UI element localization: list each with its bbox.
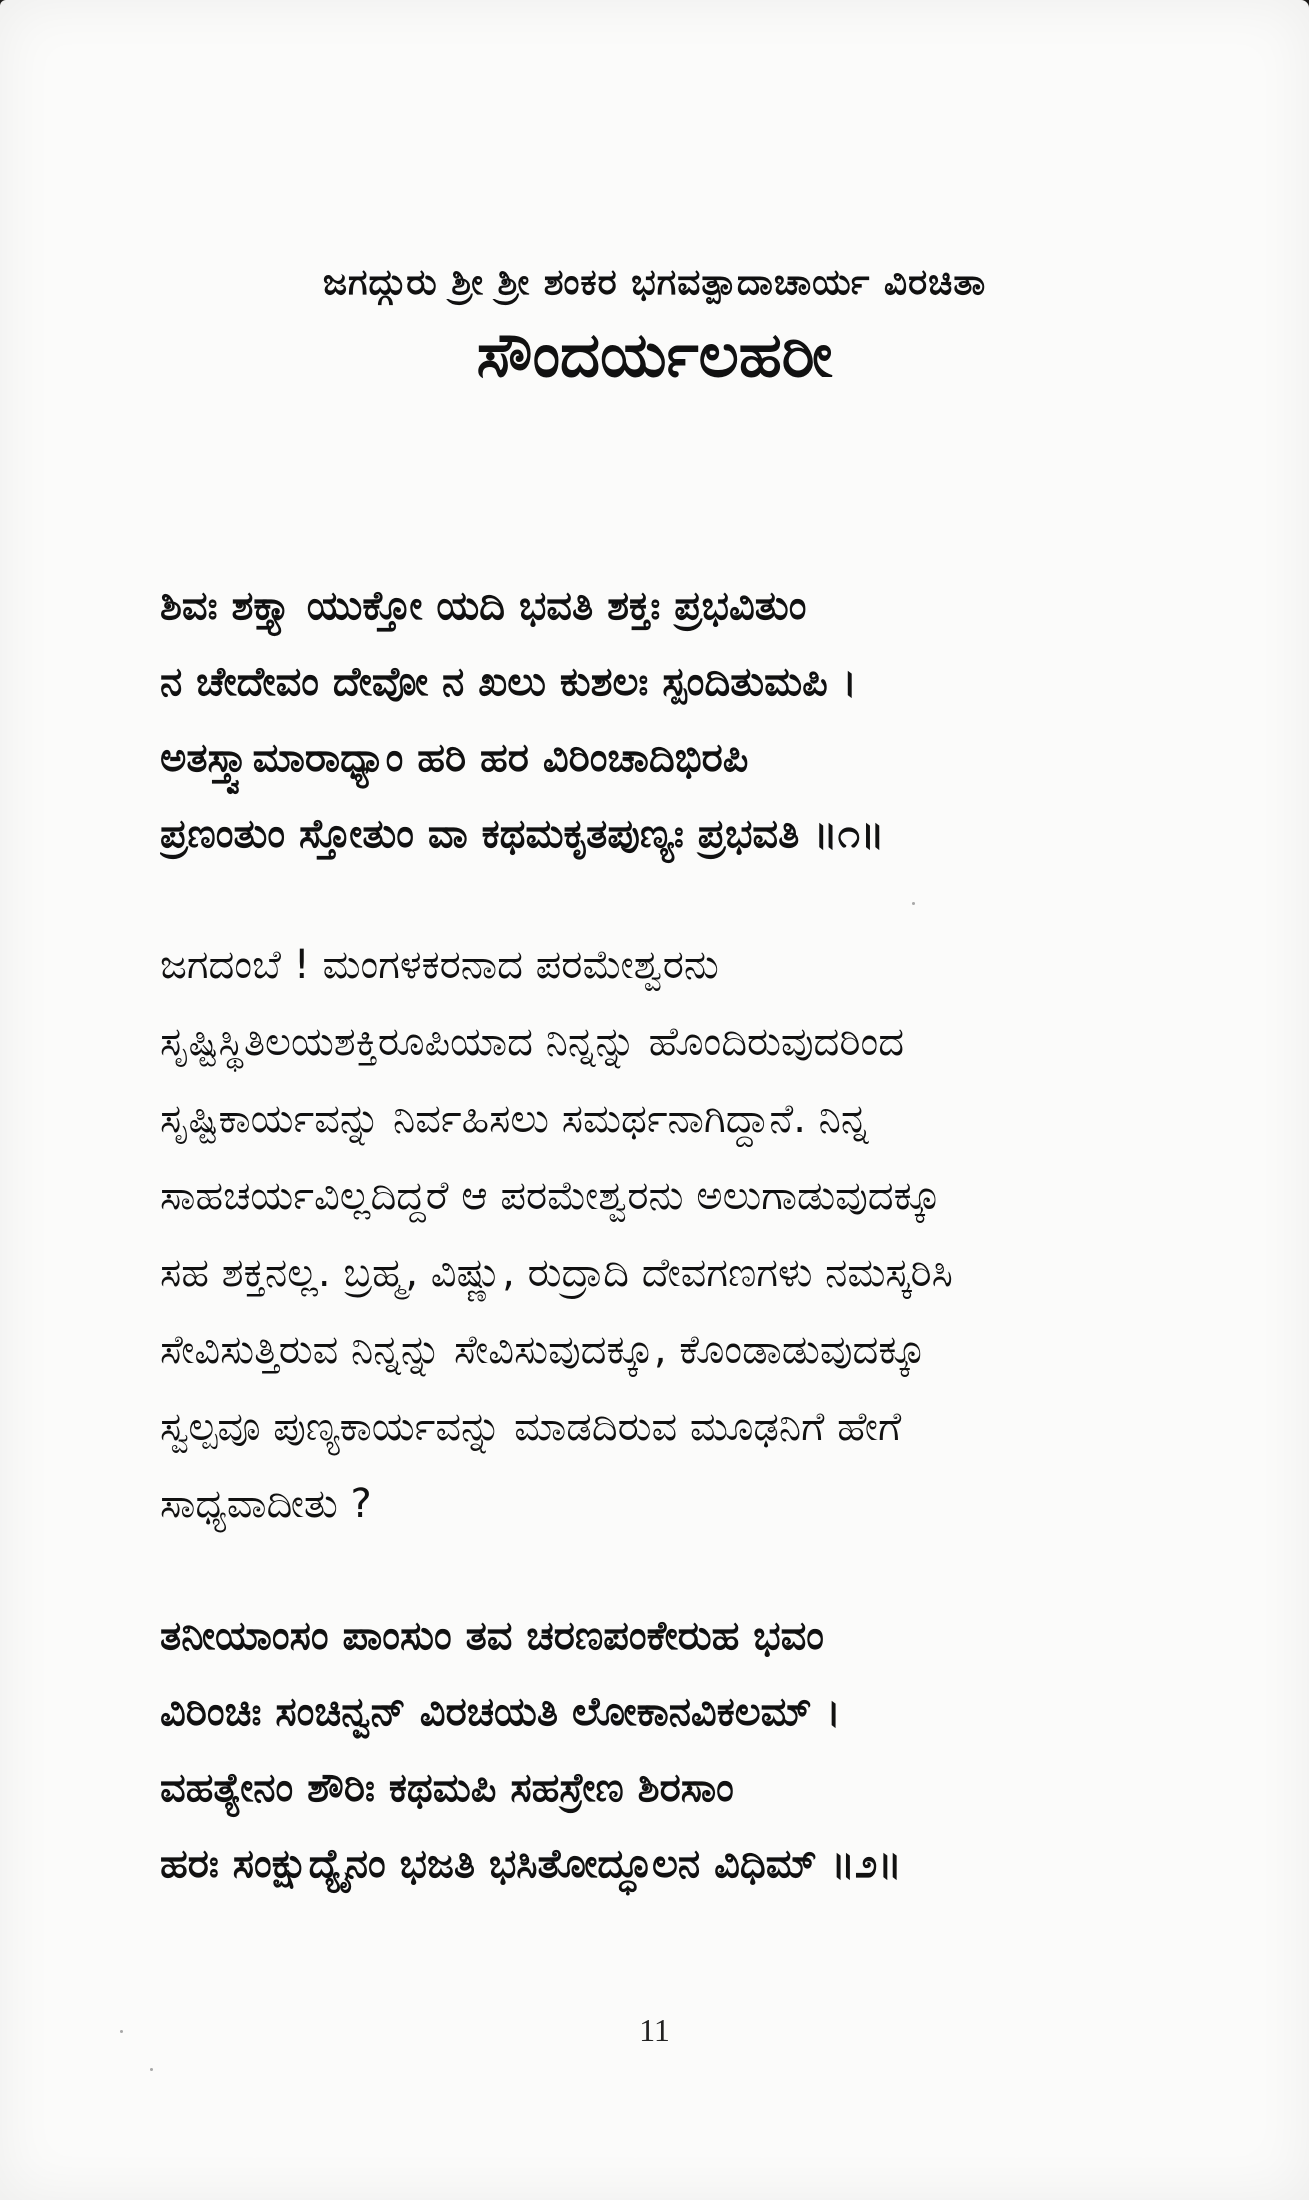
verse-1	[160, 568, 1180, 872]
verse-line: ತನೀಯಾಂಸಂ ಪಾಂಸುಂ ತವ ಚರಣಪಂಕೇರುಹ ಭವಂ	[160, 1613, 824, 1659]
paper-speck	[150, 2068, 153, 2071]
prose-line: ಸೇವಿಸುತ್ತಿರುವ ನಿನ್ನನ್ನು ಸೇವಿಸುವುದಕ್ಕೂ, ಕೊಂಡಾಡುವುದಕ್ಕೂ	[160, 1327, 926, 1373]
prose-line: ಸಾಧ್ಯವಾದೀತು ?	[160, 1481, 372, 1527]
verse-line: ನ ಚೇದೇವಂ ದೇವೋ ನ ಖಲು ಕುಶಲಃ ಸ್ಪಂದಿತುಮಪಿ ।	[160, 659, 857, 705]
verse-line: ಶಿವಃ ಶಕ್ತ್ಯಾ ಯುಕ್ತೋ ಯದಿ ಭವತಿ ಶಕ್ತಃ ಪ್ರಭವಿತುಂ	[160, 583, 807, 629]
prose-line: ಜಗದಂಬೆ ! ಮಂಗಳಕರನಾದ ಪರಮೇಶ್ವರನು	[160, 942, 719, 988]
prose-line: ಸೃಷ್ಟಿಸ್ಥಿತಿಲಯಶಕ್ತಿರೂಪಿಯಾದ ನಿನ್ನನ್ನು ಹೊಂದಿರುವುದರಿಂದ	[160, 1019, 905, 1065]
commentary-paragraph	[160, 927, 1180, 1543]
page-title: ಸೌಂದರ್ಯಲಹರೀ	[476, 318, 833, 391]
verse-line: ಅತಸ್ತ್ವಾಮಾರಾಧ್ಯಾಂ ಹರಿ ಹರ ವಿರಿಂಚಾದಿಭಿರಪಿ	[160, 735, 749, 781]
prose-line: ಸಹ ಶಕ್ತನಲ್ಲ. ಬ್ರಹ್ಮ, ವಿಷ್ಣು, ರುದ್ರಾದಿ ದೇವಗಣಗಳು ನಮಸ್ಕರಿಸಿ	[160, 1250, 953, 1296]
paper-speck	[912, 902, 915, 905]
verse-line: ಹರಃ ಸಂಕ್ಷುದ್ಯೈನಂ ಭಜತಿ ಭಸಿತೋದ್ಧೂಲನ ವಿಧಿಮ್ ॥೨॥	[160, 1841, 902, 1887]
verse-line: ವಹತ್ಯೇನಂ ಶೌರಿಃ ಕಥಮಪಿ ಸಹಸ್ರೇಣ ಶಿರಸಾಂ	[160, 1765, 734, 1811]
prose-line: ಸ್ವಲ್ಪವೂ ಪುಣ್ಯಕಾರ್ಯವನ್ನು ಮಾಡದಿರುವ ಮೂಢನಿಗೆ ಹೇಗೆ	[160, 1404, 902, 1450]
prose-line: ಸಾಹಚರ್ಯವಿಲ್ಲದಿದ್ದರೆ ಆ ಪರಮೇಶ್ವರನು ಅಲುಗಾಡುವುದಕ್ಕೂ	[160, 1173, 941, 1219]
paper-speck	[120, 2030, 123, 2033]
verse-line: ವಿರಿಂಚಿಃ ಸಂಚಿನ್ವನ್ ವಿರಚಯತಿ ಲೋಕಾನವಿಕಲಮ್ ।	[160, 1689, 841, 1735]
verse-line: ಪ್ರಣಂತುಂ ಸ್ತೋತುಂ ವಾ ಕಥಮಕೃತಪುಣ್ಯಃ ಪ್ರಭವತಿ ॥೧॥	[160, 811, 885, 857]
page-subtitle: ಜಗದ್ಗುರು ಶ್ರೀ ಶ್ರೀ ಶಂಕರ ಭಗವತ್ಪಾದಾಚಾರ್ಯ ವಿರಚಿತಾ	[322, 262, 987, 303]
verse-2	[160, 1598, 1180, 1902]
page-number: 11	[639, 2012, 670, 2048]
prose-line: ಸೃಷ್ಟಿಕಾರ್ಯವನ್ನು ನಿರ್ವಹಿಸಲು ಸಮರ್ಥನಾಗಿದ್ದಾನೆ. ನಿನ್ನ	[160, 1096, 869, 1142]
